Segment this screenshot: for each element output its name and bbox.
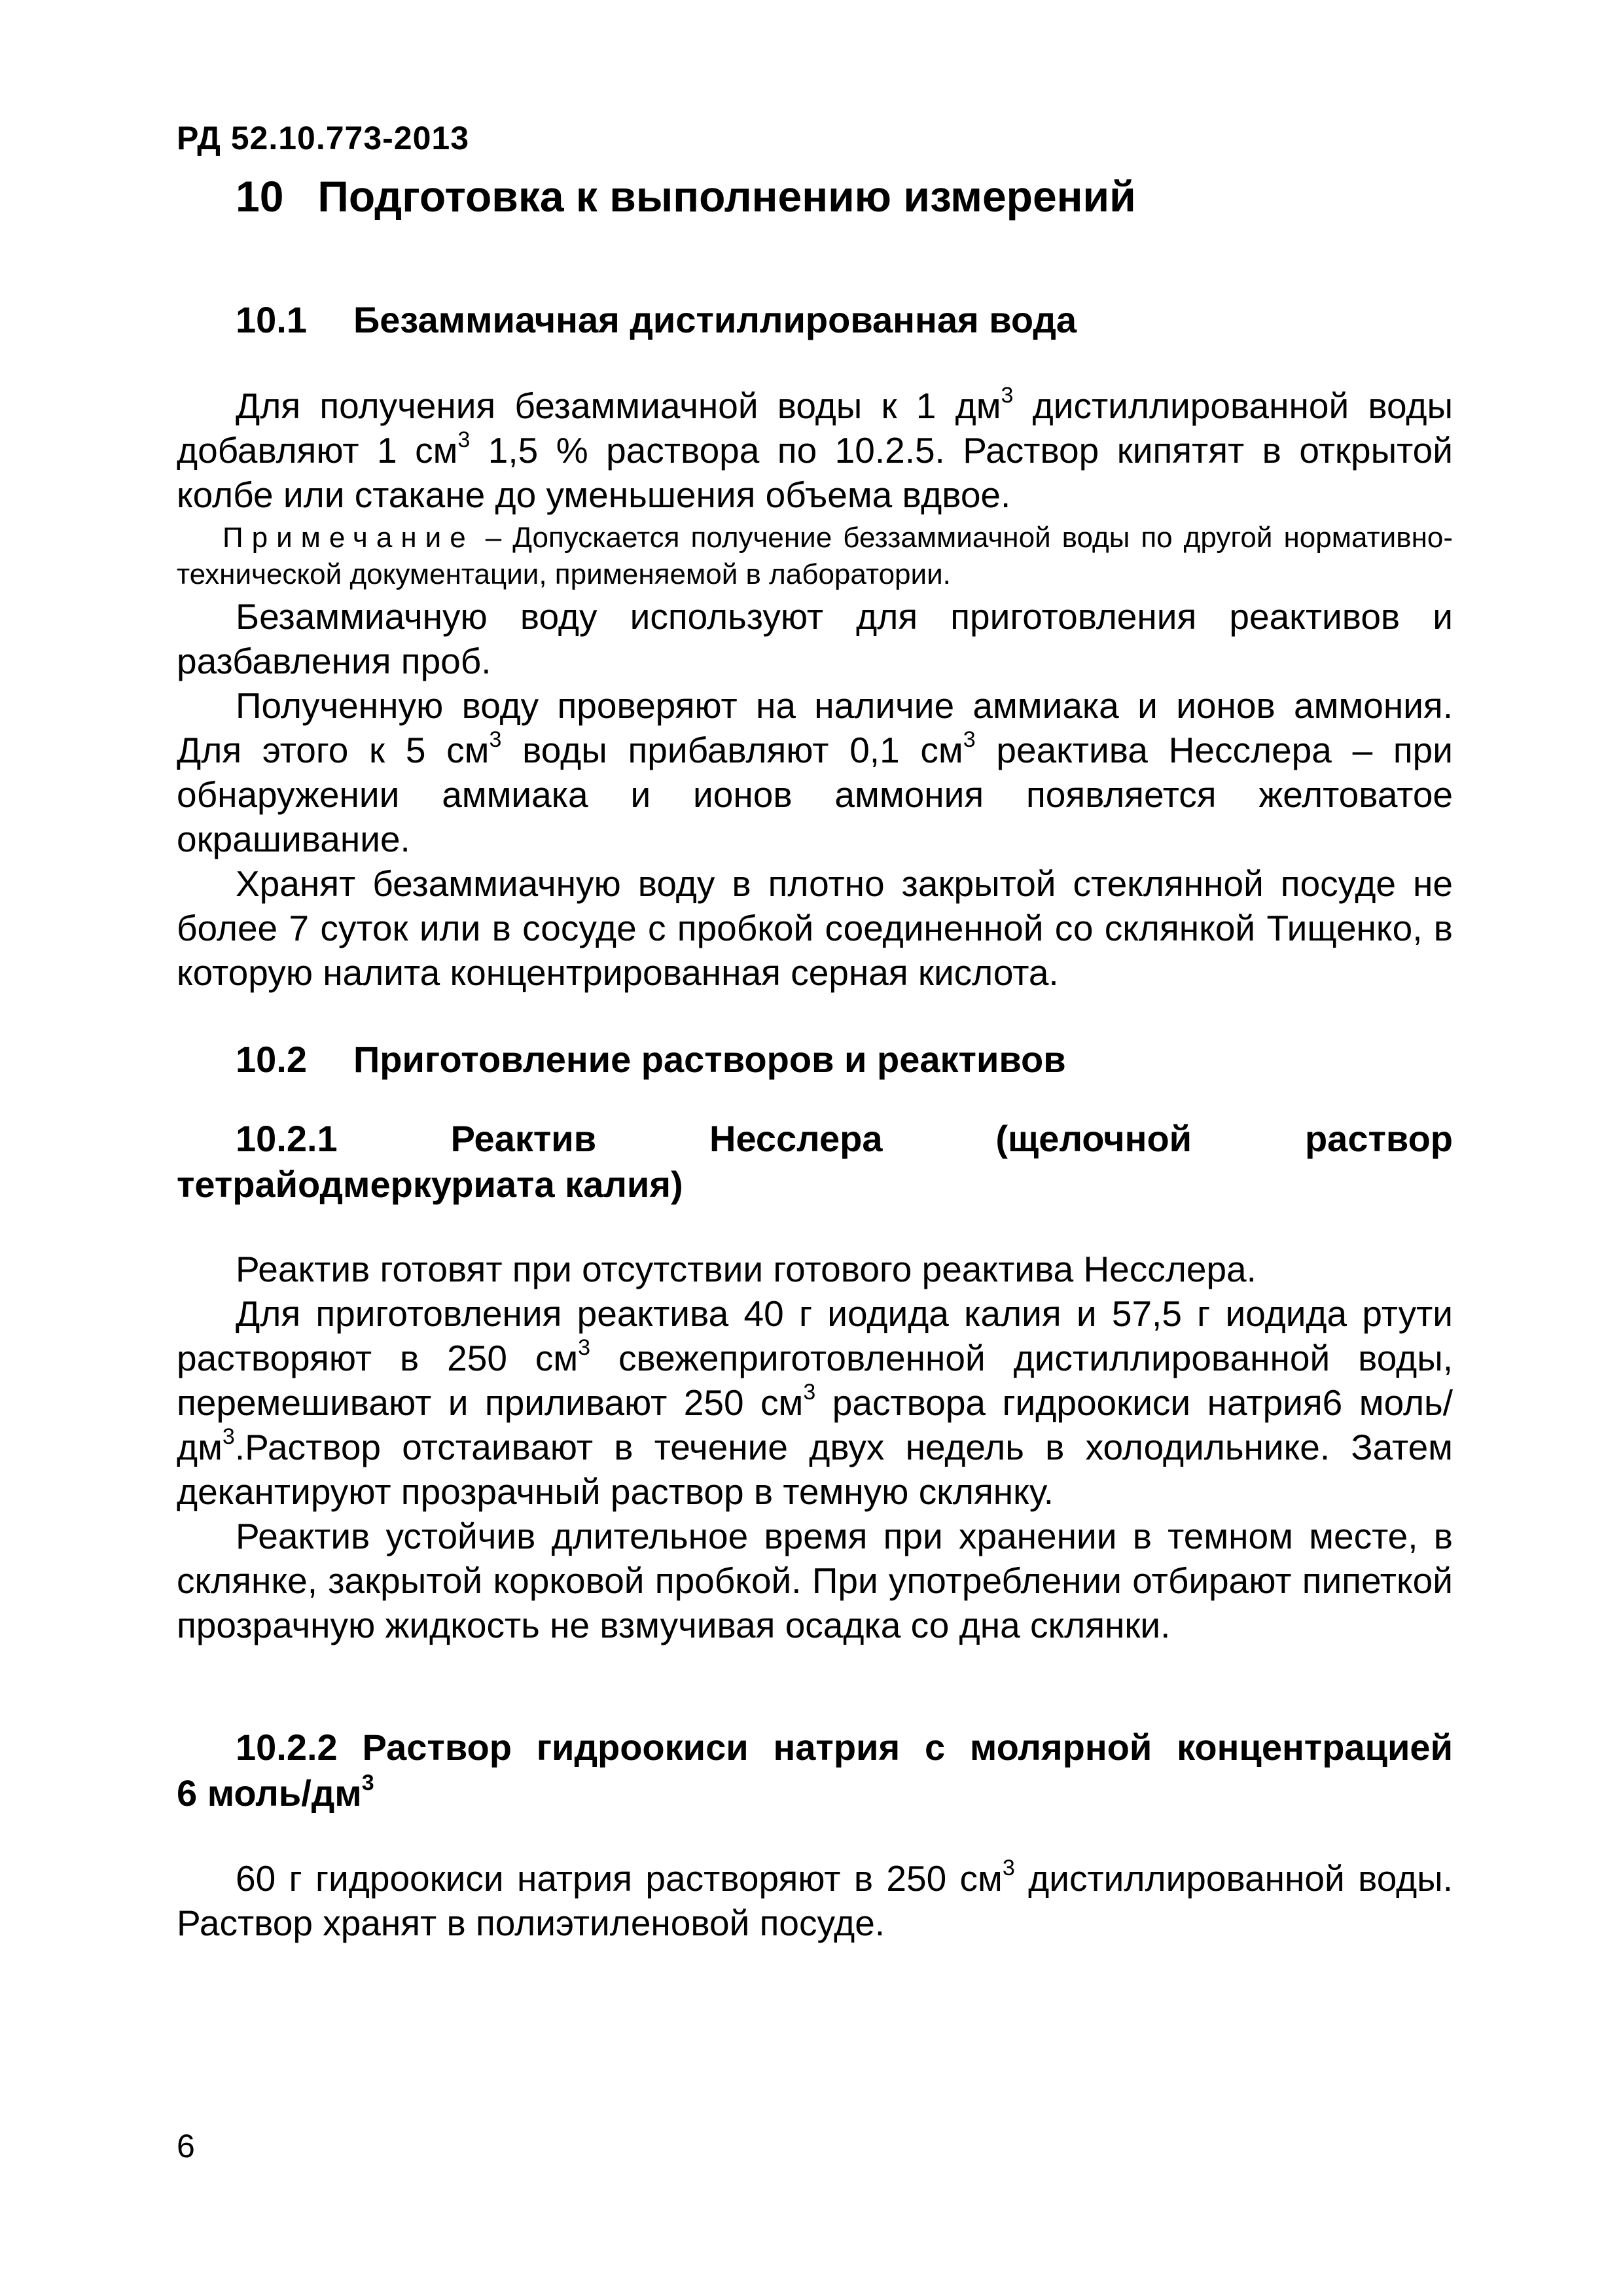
subsection-10-2-heading-block	[177, 1037, 1453, 1082]
subsection-10-1-body	[177, 384, 1453, 995]
paragraph	[177, 384, 1453, 517]
subsubsection-heading-line2	[177, 1770, 1453, 1816]
subsection-heading	[177, 298, 1453, 342]
superscript: 3	[222, 1424, 235, 1449]
subsection-10-2-2-heading-block	[177, 1725, 1453, 1816]
text-run: дистиллированной воды. Раствор хранят в полиэтиленовой посуде.	[177, 1858, 1453, 1943]
subsubsection-heading-line1: 10.2.1 Реактив Несслера (щелочной раствор	[236, 1118, 1453, 1159]
paragraph	[177, 683, 1453, 861]
superscript: 3	[578, 1335, 591, 1360]
section-heading	[236, 171, 1136, 221]
section-number: 10	[236, 172, 284, 221]
subsection-heading	[177, 1037, 1453, 1082]
paragraph: Реактив готовят при отсутствии готового реактива Несслера.	[236, 1249, 1257, 1289]
paragraph	[177, 1856, 1453, 1945]
text-run: реактива Несслера – при обнаружении аммиака и ионов аммония появляется желтоватое окрашивание.	[177, 730, 1453, 859]
paragraph: Хранят безаммиачную воду в плотно закрытой стеклянной посуде не более 7 суток или в сосуде с пробкой соединенной со склянкой Тищенко, в которую налита концентрированная серная кислота.	[177, 863, 1453, 993]
text-run: .Раствор отстаивают в течение двух недель в холодильнике. Затем декантируют прозрачный раствор в темную склянку.	[177, 1427, 1453, 1512]
text-run: Полученную воду проверяют на наличие аммиака и ионов аммония. Для этого к 5 см	[177, 685, 1453, 770]
subsection-title: Приготовление растворов и реактивов	[353, 1039, 1066, 1080]
document-code: РД 52.10.773-2013	[177, 120, 470, 156]
text-run: Для получения безаммиачной воды к 1 дм	[236, 386, 1001, 426]
paragraph: Реактив устойчив длительное время при хранении в темном месте, в склянке, закрытой корковой пробкой. При употреблении отбирают пипеткой прозрачную жидкость не взмучивая осадка со дна склянки.	[177, 1516, 1453, 1645]
subsubsection-heading-line1: 10.2.2 Раствор гидроокиси натрия с молярной концентрацией	[236, 1727, 1453, 1768]
text-run: дистиллированной воды добавляют 1 см	[177, 386, 1454, 471]
subsection-number: 10.2	[236, 1039, 307, 1080]
note-label: Примечание	[223, 522, 474, 554]
superscript: 3	[963, 727, 976, 752]
subsection-10-2-1-body	[177, 1247, 1453, 1647]
text-run: Для приготовления реактива 40 г иодида калия и 57,5 г иодида ртути растворяют в 250 см	[177, 1293, 1453, 1378]
paragraph	[177, 1291, 1453, 1514]
text-run: воды прибавляют 0,1 см	[501, 730, 963, 770]
note	[177, 520, 1453, 593]
superscript: 3	[1002, 1856, 1015, 1880]
subsection-10-1-heading-block	[177, 298, 1453, 342]
subsection-10-2-1-heading-block	[177, 1116, 1453, 1208]
text-run: раствора гидроокиси натрия6 моль/дм	[177, 1382, 1453, 1467]
subsubsection-heading-line2: тетрайодмеркуриата калия)	[177, 1164, 683, 1205]
superscript: 3	[803, 1380, 816, 1405]
text-run: 6 моль/дм	[177, 1772, 362, 1814]
text-run: свежеприготовленной дистиллированной воды, перемешивают и приливают 250 см	[177, 1338, 1453, 1423]
subsection-number: 10.1	[236, 299, 307, 340]
page-number: 6	[177, 2128, 195, 2164]
superscript: 3	[361, 1770, 374, 1795]
superscript: 3	[457, 427, 471, 452]
section-title-text: Подготовка к выполнению измерений	[317, 172, 1136, 221]
text-run: 1,5 % раствора по 10.2.5. Раствор кипятят в открытой колбе или стакане до уменьшения объема вдвое.	[177, 430, 1453, 515]
paragraph: Безаммиачную воду используют для приготовления реактивов и разбавления проб.	[177, 596, 1453, 681]
subsection-10-2-2-body	[177, 1856, 1453, 1945]
subsection-title: Безаммиачная дистиллированная вода	[353, 299, 1077, 340]
superscript: 3	[489, 727, 502, 752]
superscript: 3	[1001, 383, 1014, 408]
note-text: – Допускается получение беззаммиачной воды по другой нормативно-технической документации, применяемой в лаборатории.	[177, 522, 1453, 590]
text-run: 60 г гидроокиси натрия растворяют в 250 см	[236, 1858, 1003, 1899]
